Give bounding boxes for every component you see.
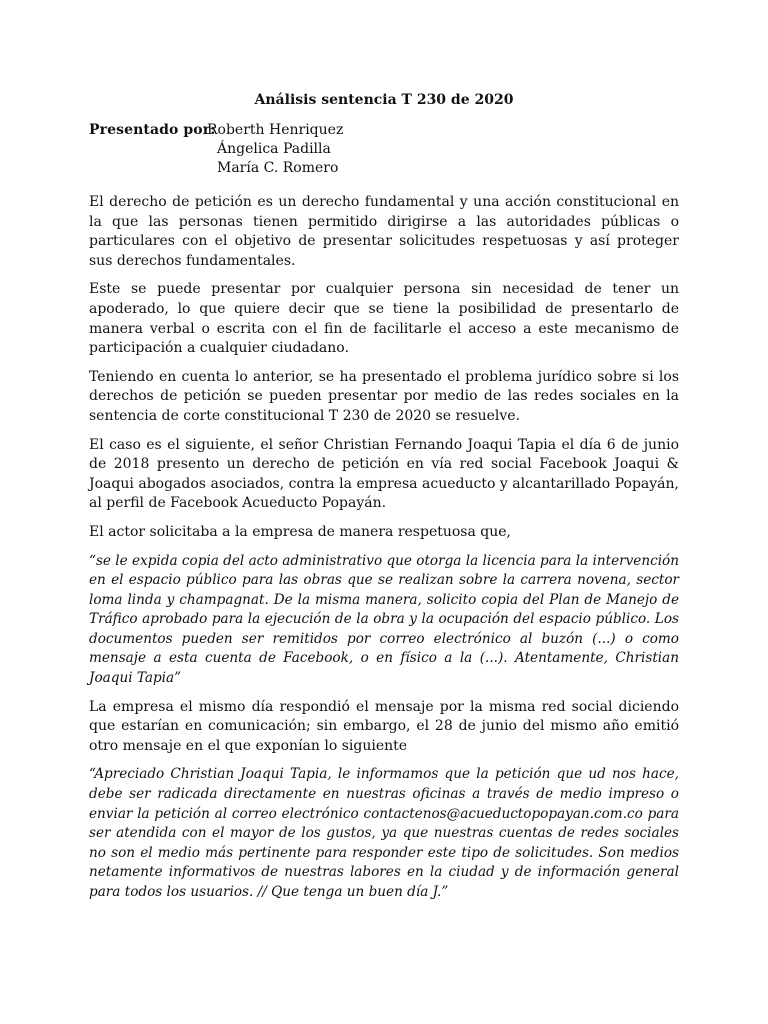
body-paragraph: El derecho de petición es un derecho fundamental y una acción constitucional en la que las personas tienen permitido dirigirse a las autoridades públicas o particulares con el objetivo de presentar solicitudes respetuosas y así proteger sus derechos fundamentales. [89,194,679,269]
block-quote: “se le expida copia del acto administrativo que otorga la licencia para la intervención en el espacio público para las obras que se realizan sobre la carrera novena, sector loma linda y champagnat. De la misma manera, solicito copia del Plan de Manejo de Tráfico aprobado para la ejecución de la obra y la ocupación del espacio público. Los documentos pueden ser remitidos por correo electrónico al buzón (...) o como mensaje a esta cuenta de Facebook, o en físico a la (...). Atentamente, Christian Joaqui Tapia” [89,552,679,687]
presented-by-label: Presentado por: [89,122,216,138]
author-name: Ángelica Padilla [217,141,331,157]
body-paragraph: El actor solicitaba a la empresa de manera respetuosa que, [89,523,511,540]
document-page [89,90,679,912]
body-paragraph: El caso es el siguiente, el señor Christian Fernando Joaqui Tapia el día 6 de junio de 2018 presento un derecho de petición en vía red social Facebook Joaqui & Joaqui abogados asociados, contra la empresa acueducto y alcantarillado Popayán, al perfil de Facebook Acueducto Popayán. [89,436,679,512]
body-paragraph: Teniendo en cuenta lo anterior, se ha presentado el problema jurídico sobre si los derechos de petición se pueden presentar por medio de las redes sociales en la sentencia de corte constitucional T 230 de 2020 se resuelve. [89,368,679,424]
body-paragraph: Este se puede presentar por cualquier persona sin necesidad de tener un apoderado, lo que quiere decir que se tiene la posibilidad de presentarlo de manera verbal o escrita con el fin de facilitarle el acceso a este mecanismo de participación a cualquier ciudadano. [89,281,679,357]
document-title: Análisis sentencia T 230 de 2020 [254,92,514,108]
body-paragraph: La empresa el mismo día respondió el mensaje por la misma red social diciendo que estarían en comunicación; sin embargo, el 28 de junio del mismo año emitió otro mensaje en el que exponían lo siguiente [89,698,679,754]
author-list [207,121,344,178]
block-quote: “Apreciado Christian Joaqui Tapia, le informamos que la petición que ud nos hace, debe ser radicada directamente en nuestras oficinas a través de medio impreso o enviar la petición al correo electrónico contactenos@acueductopopayan.com.co para ser atendida con el mayor de los gustos, ya que nuestras cuentas de redes sociales no son el medio más pertinente para responder este tipo de solicitudes. Son medios netamente informativos de nuestras labores en la ciudad y de información general para todos los usuarios. // Que tenga un buen día J.” [89,766,679,900]
authors-block [89,121,679,178]
author-name: Roberth Henriquez [207,122,344,138]
author-name: María C. Romero [217,160,339,176]
